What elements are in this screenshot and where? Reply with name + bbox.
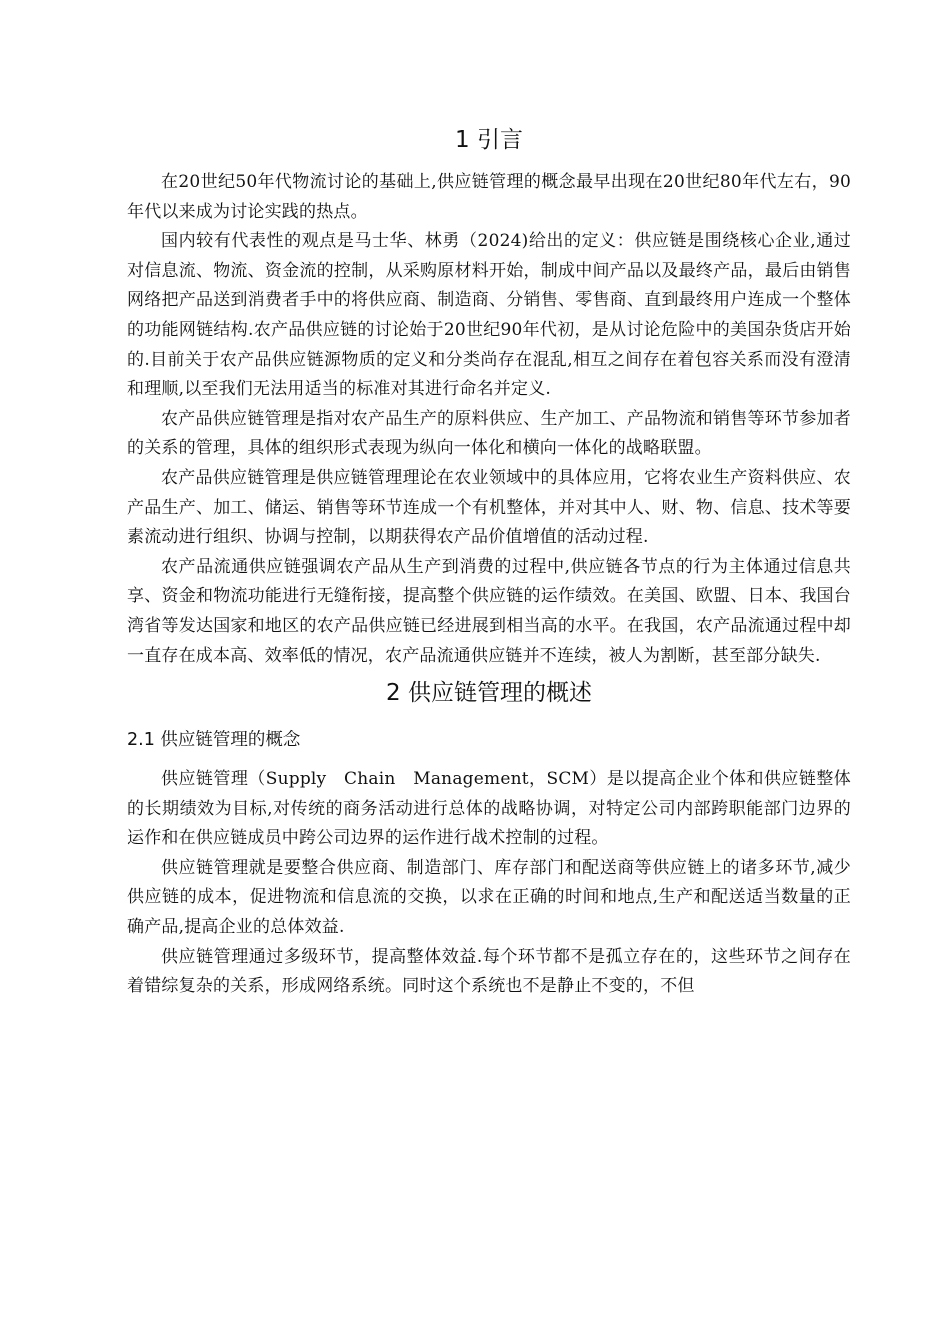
section-2-title: 2 供应链管理的概述 bbox=[386, 680, 592, 707]
section-1-paragraph-3: 农产品供应链管理是指对农产品生产的原料供应、生产加工、产品物流和销售等环节参加者的关系的管理，具体的组织形式表现为纵向一体化和横向一体化的战略联盟。 bbox=[127, 408, 851, 459]
section-1-title: 1 引言 bbox=[455, 127, 523, 153]
subsection-2-1-paragraph-1: 供应链管理（Supply Chain Management，SCM）是以提高企业个体和供应链整体的长期绩效为目标,对传统的商务活动进行总体的战略协调，对特定公司内部跨职能部门边界的运作和在供应链成员中跨公司边界的运作进行战术控制的过程。 bbox=[127, 769, 851, 849]
section-1-paragraph-5: 农产品流通供应链强调农产品从生产到消费的过程中,供应链各节点的行为主体通过信息共享、资金和物流功能进行无缝衔接，提高整个供应链的运作绩效。在美国、欧盟、日本、我国台湾省等发达国家和地区的农产品供应链已经进展到相当高的水平。在我国，农产品流通过程中却一直存在成本高、效率低的情况，农产品流通供应链并不连续，被人为割断，甚至部分缺失. bbox=[127, 556, 851, 666]
subsection-2-1-title: 2.1 供应链管理的概念 bbox=[127, 730, 301, 751]
section-1-paragraph-4: 农产品供应链管理是供应链管理理论在农业领域中的具体应用，它将农业生产资料供应、农产品生产、加工、储运、销售等环节连成一个有机整体，并对其中人、财、物、信息、技术等要素流动进行组织、协调与控制，以期获得农产品价值增值的活动过程. bbox=[127, 467, 851, 548]
section-1-paragraph-1: 在20世纪50年代物流讨论的基础上,供应链管理的概念最早出现在20世纪80年代左右，90年代以来成为讨论实践的热点。 bbox=[127, 172, 851, 222]
subsection-2-1-paragraph-3: 供应链管理通过多级环节，提高整体效益.每个环节都不是孤立存在的，这些环节之间存在着错综复杂的关系，形成网络系统。同时这个系统也不是静止不变的，不但 bbox=[127, 946, 851, 997]
section-1-paragraph-2: 国内较有代表性的观点是马士华、林勇（2024)给出的定义：供应链是围绕核心企业,通过对信息流、物流、资金流的控制，从采购原材料开始，制成中间产品以及最终产品，最后由销售网络把产品送到消费者手中的将供应商、制造商、分销售、零售商、直到最终用户连成一个整体的功能网链结构.农产品供应链的讨论始于20世纪90年代初，是从讨论危险中的美国杂货店开始的.目前关于农产品供应链源物质的定义和分类尚存在混乱,相互之间存在着包容关系而没有澄清和理顺,以至我们无法用适当的标准对其进行命名并定义. bbox=[127, 231, 851, 400]
subsection-2-1-paragraph-2: 供应链管理就是要整合供应商、制造部门、库存部门和配送商等供应链上的诸多环节,减少供应链的成本，促进物流和信息流的交换，以求在正确的时间和地点,生产和配送适当数量的正确产品,提高企业的总体效益. bbox=[127, 857, 851, 938]
document-page bbox=[127, 118, 851, 1002]
